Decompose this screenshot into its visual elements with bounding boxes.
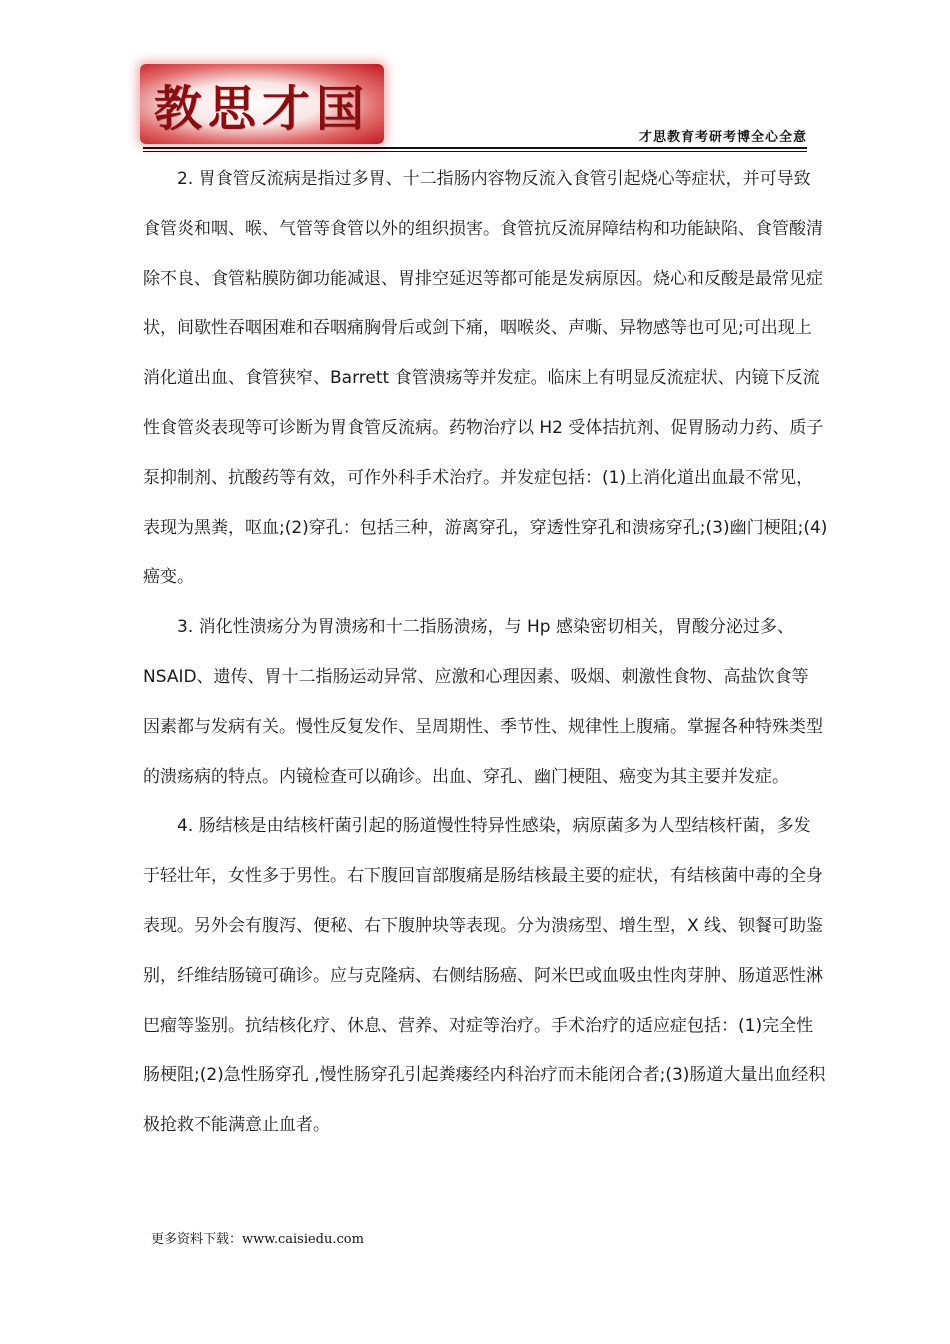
- footer-download-link[interactable]: 更多资料下载：www.caisiedu.com: [151, 1232, 364, 1247]
- text-line: 的溃疡病的特点。内镜检查可以确诊。出血、穿孔、幽门梗阻、癌变为其主要并发症。: [143, 766, 789, 787]
- text-line: 性食管炎表现等可诊断为胃食管反流病。药物治疗以 H2 受体拮抗剂、促胃肠动力药、质子: [143, 417, 824, 438]
- text-line: 表现。另外会有腹泻、便秘、右下腹肿块等表现。分为溃疡型、增生型，X 线、钡餐可助鉴: [143, 915, 824, 936]
- text-line: 于轻壮年，女性多于男性。右下腹回盲部腹痛是肠结核最主要的症状，有结核菌中毒的全身: [143, 866, 823, 887]
- text-line: 肠梗阻;(2)急性肠穿孔 ,慢性肠穿孔引起粪瘘经内科治疗而未能闭合者;(3)肠道大量出血经积: [143, 1065, 826, 1086]
- logo: [140, 64, 384, 144]
- text-line: 3. 消化性溃疡分为胃溃疡和十二指肠溃疡，与 Hp 感染密切相关，胃酸分泌过多、: [177, 617, 795, 638]
- text-line: 状，间歇性吞咽困难和吞咽痛胸骨后或剑下痛，咽喉炎、声嘶、异物感等也可见;可出现上: [143, 318, 812, 339]
- document-body: [143, 160, 828, 1156]
- text-line: 食管炎和咽、喉、气管等食管以外的组织损害。食管抗反流屏障结构和功能缺陷、食管酸清: [143, 218, 823, 239]
- header-divider: [143, 147, 807, 149]
- text-line: 因素都与发病有关。慢性反复发作、呈周期性、季节性、规律性上腹痛。掌握各种特殊类型: [143, 716, 823, 737]
- paragraph-2: [143, 160, 828, 608]
- paragraph-4: [143, 807, 826, 1156]
- text-line: 消化道出血、食管狭窄、Barrett 食管溃疡等并发症。临床上有明显反流症状、内镜下反流: [143, 368, 820, 389]
- text-line: 巴瘤等鉴别。抗结核化疗、休息、营养、对症等治疗。手术治疗的适应症包括：(1)完全性: [143, 1015, 814, 1036]
- text-line: 别，纤维结肠镜可确诊。应与克隆病、右侧结肠癌、阿米巴或血吸虫性肉芽肿、肠道恶性淋: [143, 965, 823, 986]
- text-line: 癌变。: [143, 567, 194, 588]
- header-slogan: 才思教育考研考博全心全意: [638, 130, 807, 145]
- text-line: 4. 肠结核是由结核杆菌引起的肠道慢性特异性感染，病原菌多为人型结核杆菌，多发: [177, 816, 811, 837]
- text-line: 表现为黑粪，呕血;(2)穿孔：包括三种，游离穿孔，穿透性穿孔和溃疡穿孔;(3)幽门梗阻;(4): [143, 517, 828, 538]
- text-line: 极抢救不能满意止血者。: [143, 1115, 330, 1136]
- text-line: 除不良、食管粘膜防御功能减退、胃排空延迟等都可能是发病原因。烧心和反酸是最常见症: [143, 268, 823, 289]
- logo-text: 教思才国: [153, 80, 370, 137]
- text-line: 泵抑制剂、抗酸药等有效，可作外科手术治疗。并发症包括：(1)上消化道出血最不常见，: [143, 467, 814, 488]
- text-line: NSAID、遗传、胃十二指肠运动异常、应激和心理因素、吸烟、刺激性食物、高盐饮食等: [143, 666, 809, 687]
- paragraph-3: [143, 608, 823, 807]
- text-line: 2. 胃食管反流病是指过多胃、十二指肠内容物反流入食管引起烧心等症状，并可导致: [177, 169, 811, 189]
- header-divider-thin: [143, 151, 807, 152]
